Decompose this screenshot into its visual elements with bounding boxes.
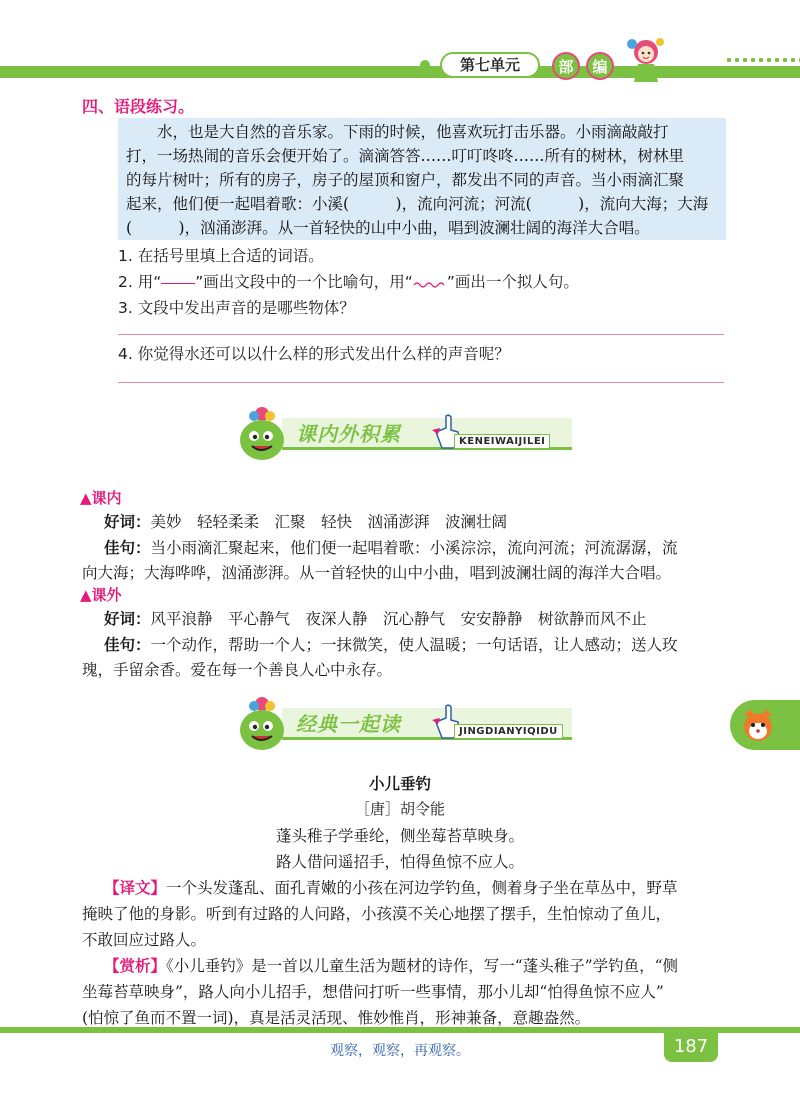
translation-tag: 【译文】 (104, 879, 167, 897)
footer-slogan: 观察，观察，再观察。 (330, 1043, 470, 1059)
header-band (0, 66, 800, 78)
fox-mascot-icon (740, 707, 776, 743)
question-2-part-a: 2. 用“ (118, 273, 162, 291)
heading-extracurricular: ▲课外 (80, 586, 122, 604)
good-words-text: 风平浪静 平心静气 夜深人静 沉心静气 安安静静 树欲静而风不止 (150, 610, 647, 628)
appreciation-text: 《小儿垂钓》是一首以儿童生活为题材的诗作，写一“蓬头稚子”学钓鱼，“侧 (166, 957, 679, 975)
good-sentence-extracurricular (104, 633, 678, 655)
edition-badge-bu: 部 (552, 52, 580, 80)
green-monster-mascot-icon (232, 404, 294, 466)
appreciation-line-3: (怕惊了鱼而不置一词)，真是活灵活现、惟妙惟肖，形神兼备，意趣盎然。 (82, 1009, 591, 1027)
passage-line: 水，也是大自然的音乐家。下雨的时候，他喜欢玩打击乐器。小雨滴敲敲打 (126, 123, 669, 141)
banner-accumulation (232, 404, 572, 466)
good-sentence-label: 佳句： (104, 538, 151, 557)
good-words-extracurricular (104, 607, 647, 629)
answer-line-q4[interactable] (118, 382, 724, 383)
good-words-text: 美妙 轻轻柔柔 汇聚 轻快 汹涌澎湃 波澜壮阔 (150, 513, 508, 531)
poem-line-2: 路人借问遥招手，怕得鱼惊不应人。 (275, 853, 524, 871)
passage-line: 起来，他们便一起唱着歌：小溪( )，流向河流；河流( )，流向大海；大海 (126, 195, 709, 213)
passage-line: ( )，汹涌澎湃。从一首轻快的山中小曲，唱到波澜壮阔的海洋大合唱。 (126, 219, 650, 237)
good-sentence-label: 佳句： (104, 635, 151, 654)
good-sentence-extracurricular-cont: 瑰，手留余香。爱在每一个善良人心中永存。 (82, 661, 393, 679)
question-2-part-c: ”画出一个拟人句。 (446, 273, 579, 291)
section-title-exercise: 四、语段练习。 (82, 97, 195, 116)
passage-line: 打，一场热闹的音乐会便开始了。滴滴答答……叮叮咚咚……所有的树林，树林里 (126, 147, 685, 165)
appreciation-line-2: 坐莓苔草映身”，路人向小儿招手，想借问打听一些事情，那小儿却“怕得鱼惊不应人” (82, 983, 664, 1001)
question-1: 1. 在括号里填上合适的词语。 (118, 247, 324, 265)
banner-classic-reading (232, 694, 572, 756)
translation-line-2: 掩映了他的身影。听到有过路的人问路，小孩漠不关心地摆了摆手，生怕惊动了鱼儿， (82, 905, 672, 923)
question-3: 3. 文段中发出声音的是哪些物体？ (118, 299, 355, 317)
edition-badge-bian: 编 (586, 52, 614, 80)
appreciation-tag: 【赏析】 (104, 957, 167, 975)
good-sentence-in-class (104, 536, 678, 558)
page-number: 187 (664, 1032, 718, 1062)
reading-passage (118, 118, 726, 240)
header-bullet-icon (420, 60, 430, 70)
poem-title: 小儿垂钓 (368, 775, 431, 793)
good-sentence-text: 一个动作，帮助一个人；一抹微笑，使人温暖；一句话语，让人感动；送人玫 (150, 636, 678, 654)
translation-line-3: 不敢回应过路人。 (82, 931, 207, 949)
appreciation-para (104, 954, 678, 976)
translation-para (104, 876, 678, 898)
girl-mascot-icon (624, 34, 668, 84)
heading-in-class: ▲课内 (80, 489, 122, 507)
passage-line: 的每片树叶；所有的房子，房子的屋顶和窗户，都发出不同的声音。当小雨滴汇聚 (126, 171, 685, 189)
poem-author: ［唐］胡令能 (354, 800, 445, 818)
unit-label: 第七单元 (440, 52, 540, 78)
question-2 (118, 270, 579, 292)
good-words-label: 好词： (104, 609, 151, 628)
header-dot-pattern (725, 56, 800, 80)
answer-line-q3[interactable] (118, 334, 724, 335)
question-4: 4. 你觉得水还可以以什么样的形式发出什么样的声音呢？ (118, 345, 510, 363)
banner-title: 经典一起读 (296, 712, 401, 736)
banner-pinyin: KENEIWAIJILEI (454, 434, 550, 449)
banner-pinyin: JINGDIANYIQIDU (454, 724, 563, 739)
question-2-part-b: ”画出文段中的一个比喻句，用“ (195, 273, 413, 291)
banner-title: 课内外积累 (296, 422, 401, 446)
green-monster-mascot-icon (232, 694, 294, 756)
good-words-label: 好词： (104, 512, 151, 531)
translation-text: 一个头发蓬乱、面孔青嫩的小孩在河边学钓鱼，侧着身子坐在草丛中，野草 (166, 879, 678, 897)
good-words-in-class (104, 510, 507, 532)
good-sentence-in-class-cont: 向大海；大海哗哗，汹涌澎湃。从一首轻快的山中小曲，唱到波澜壮阔的海洋大合唱。 (82, 564, 672, 582)
good-sentence-text: 当小雨滴汇聚起来，他们便一起唱着歌：小溪淙淙，流向河流；河流潺潺，流 (150, 539, 678, 557)
poem-line-1: 蓬头稚子学垂纶，侧坐莓苔草映身。 (275, 827, 524, 845)
page-header (0, 0, 800, 90)
wavy-underline-icon (413, 279, 447, 289)
straight-underline-icon (161, 270, 195, 284)
